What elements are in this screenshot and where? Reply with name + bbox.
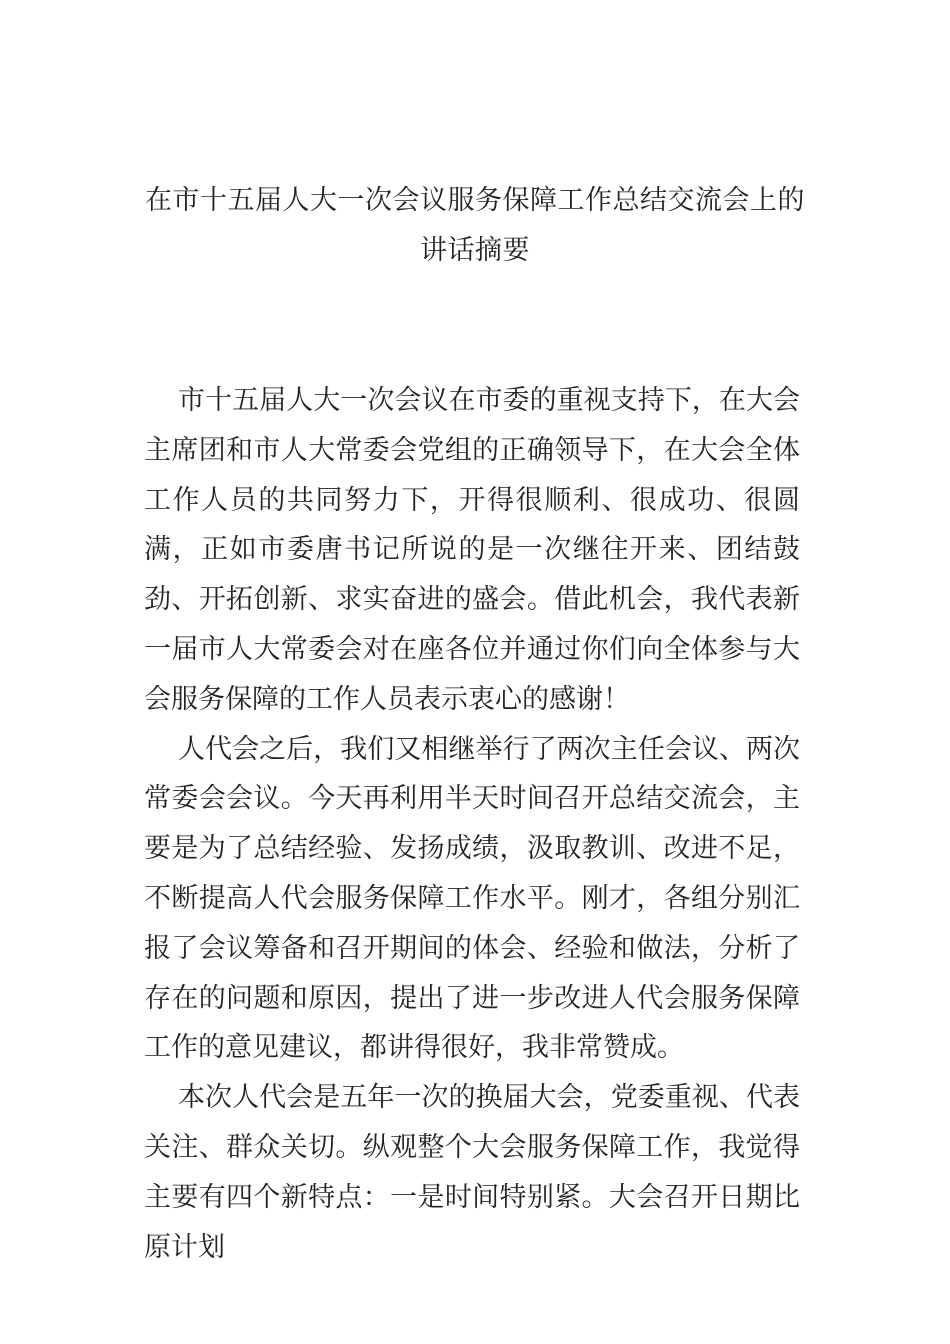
paragraph-2: 人代会之后，我们又相继举行了两次主任会议、两次常委会会议。今天再利用半天时间召开总结交流会，主要是为了总结经验、发扬成绩，汲取教训、改进不足，不断提高人代会服务保障工作水平。刚才，各组分别汇报了会议筹备和召开期间的体会、经验和做法，分析了存在的问题和原因，提出了进一步改进人代会服务保障工作的意见建议，都讲得很好，我非常赞成。 bbox=[144, 733, 800, 1064]
paragraph-3: 本次人代会是五年一次的换届大会，党委重视、代表关注、群众关切。纵观整个大会服务保障工作，我觉得主要有四个新特点：一是时间特别紧。大会召开日期比原计划 bbox=[144, 1082, 800, 1263]
title-line-2: 讲话摘要 bbox=[420, 235, 530, 266]
document-body bbox=[144, 376, 800, 1272]
document-title bbox=[140, 176, 810, 276]
paragraph-1: 市十五届人大一次会议在市委的重视支持下，在大会主席团和市人大常委会党组的正确领导下，在大会全体工作人员的共同努力下，开得很顺利、很成功、很圆满，正如市委唐书记所说的是一次继往开来、团结鼓劲、开拓创新、求实奋进的盛会。借此机会，我代表新一届市人大常委会对在座各位并通过你们向全体参与大会服务保障的工作人员表示衷心的感谢！ bbox=[144, 385, 800, 715]
title-line-1: 在市十五届人大一次会议服务保障工作总结交流会上的 bbox=[145, 185, 805, 216]
